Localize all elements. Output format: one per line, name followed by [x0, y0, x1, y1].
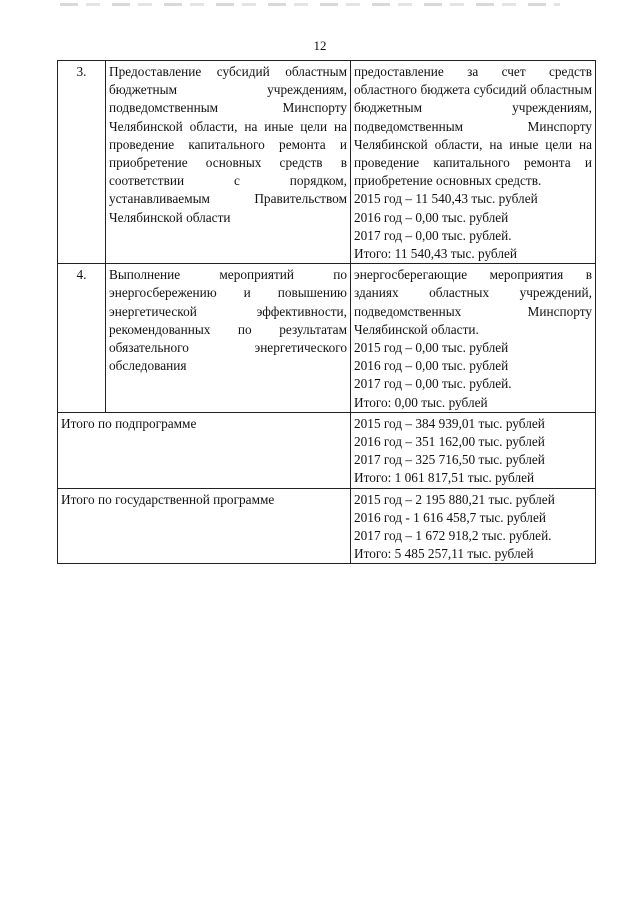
- funding-total: Итого: 1 061 817,51 тыс. рублей: [354, 470, 535, 486]
- table-row: [58, 264, 596, 413]
- measure-details: [351, 264, 596, 413]
- funding-2016: 2016 год - 1 616 458,7 тыс. рублей: [354, 509, 546, 525]
- funding-2017: 2017 год – 325 716,50 тыс. рублей: [354, 452, 545, 468]
- funding-2017: 2017 год – 0,00 тыс. рублей.: [354, 376, 512, 392]
- row-number: 3.: [58, 61, 106, 264]
- measure-name: Предоставление субсидий областным бюджетным учреждениям, подведомственным Минспорту Челябинской области, на иные цели на проведение капитального ремонта и приобретение основных средств в соответствии с порядком, устанавливаемым Правительством Челябинской области: [106, 61, 351, 264]
- measure-details: [351, 61, 596, 264]
- funding-2015: 2015 год – 384 939,01 тыс. рублей: [354, 415, 545, 431]
- subprogram-total-row: [58, 412, 596, 488]
- funding-2015: 2015 год – 11 540,43 тыс. рублей: [354, 191, 538, 207]
- funding-2017: 2017 год – 1 672 918,2 тыс. рублей.: [354, 528, 552, 544]
- row-number: 4.: [58, 264, 106, 413]
- measure-name: Выполнение мероприятий по энергосбережению и повышению энергетической эффективности, рекомендованных по результатам обязательного энергетического обследования: [106, 264, 351, 413]
- scan-header-artifact: [60, 3, 560, 6]
- program-total-values: [351, 488, 596, 564]
- subprogram-total-label: Итого по подпрограмме: [58, 412, 351, 488]
- subprogram-total-values: [351, 412, 596, 488]
- funding-2015: 2015 год – 2 195 880,21 тыс. рублей: [354, 491, 555, 507]
- measure-description: энергосберегающие мероприятия в зданиях областных учреждений, подведомственных Минспорту Челябинской области.: [354, 267, 592, 337]
- funding-total: Итого: 0,00 тыс. рублей: [354, 394, 488, 410]
- page-number: 12: [313, 38, 327, 53]
- program-total-row: [58, 488, 596, 564]
- budget-table: [57, 60, 596, 564]
- funding-2016: 2016 год – 0,00 тыс. рублей: [354, 209, 509, 225]
- funding-2016: 2016 год – 351 162,00 тыс. рублей: [354, 434, 545, 450]
- measure-description: предоставление за счет средств областного бюджета субсидий областным бюджетным учреждениям, подведомственным Минспорту Челябинской области, на иные цели на проведение капитального ремонта и приобретение основных средств.: [354, 64, 592, 189]
- funding-2015: 2015 год – 0,00 тыс. рублей: [354, 340, 509, 356]
- funding-total: Итого: 5 485 257,11 тыс. рублей: [354, 546, 534, 562]
- funding-2016: 2016 год – 0,00 тыс. рублей: [354, 358, 509, 374]
- funding-total: Итого: 11 540,43 тыс. рублей: [354, 246, 518, 262]
- funding-2017: 2017 год – 0,00 тыс. рублей.: [354, 227, 512, 243]
- program-total-label: Итого по государственной программе: [58, 488, 351, 564]
- table-row: [58, 61, 596, 264]
